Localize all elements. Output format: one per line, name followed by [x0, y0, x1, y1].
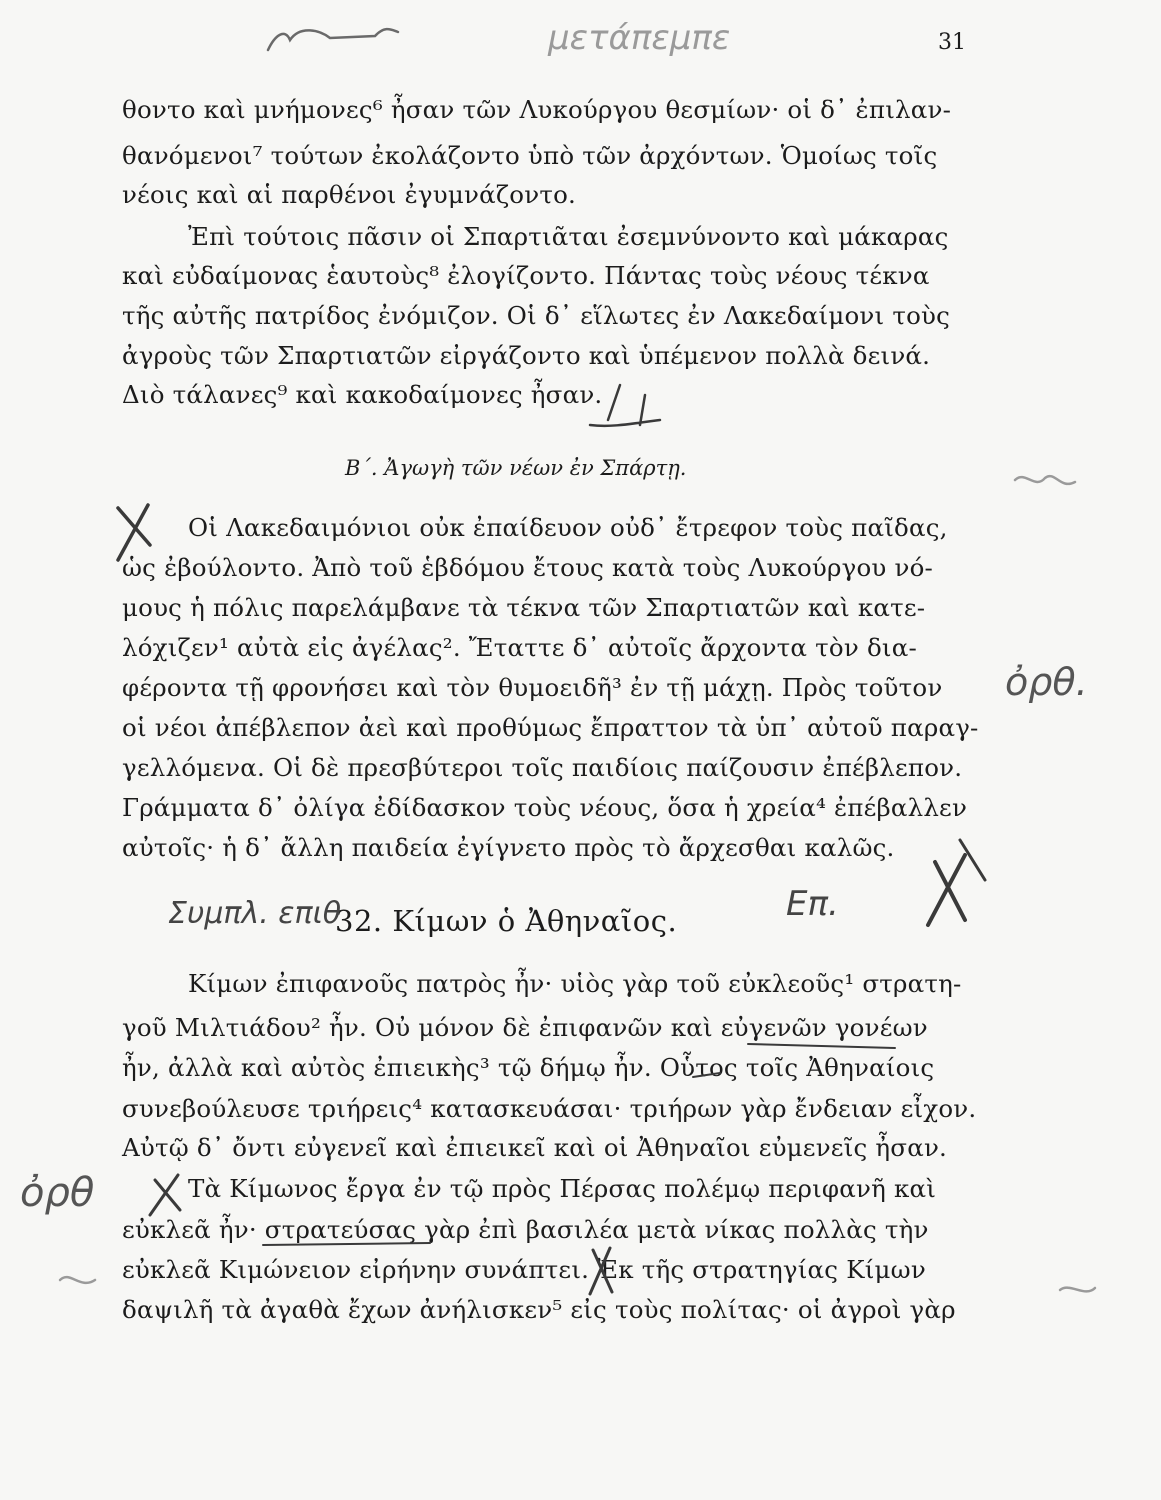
top-handwritten-note: μετάπεμπε	[548, 18, 731, 58]
text-line: Αὐτῷ δ᾽ ὄντι εὐγενεῖ καὶ ἐπιεικεῖ καὶ οἱ Ἀθηναῖοι εὐμενεῖς ἦσαν.	[122, 1133, 948, 1162]
text-line: οἱ νέοι ἀπέβλεπον ἀεὶ καὶ προθύμως ἔπραττον τὰ ὑπ᾽ αὐτοῦ παραγ-	[122, 713, 979, 742]
text-line: τῆς αὐτῆς πατρίδος ἐνόμιζον. Οἱ δ᾽ εἵλωτες ἐν Λακεδαίμονι τοὺς	[122, 301, 951, 330]
section-subheading: Β΄. Ἀγωγὴ τῶν νέων ἐν Σπάρτῃ.	[345, 456, 687, 480]
text-line: θοντο καὶ μνήμονες⁶ ἦσαν τῶν Λυκούργου θεσμίων· οἱ δ᾽ ἐπιλαν-	[122, 95, 952, 124]
text-line: δαψιλῆ τὰ ἀγαθὰ ἔχων ἀνήλισκεν⁵ εἰς τοὺς πολίτας· οἱ ἀγροὶ γὰρ	[122, 1295, 956, 1324]
text-line: εὐκλεᾶ Κιμώνειον εἰρήνην συνάπτει. Ἐκ τῆς στρατηγίας Κίμων	[122, 1255, 926, 1284]
text-line: εὐκλεᾶ ἦν· στρατεύσας γὰρ ἐπὶ βασιλέα μετὰ νίκας πολλὰς τὴν	[122, 1215, 929, 1244]
text-line: Διὸ τάλανες⁹ καὶ κακοδαίμονες ἦσαν.	[122, 380, 603, 409]
text-line: γελλόμενα. Οἱ δὲ πρεσβύτεροι τοῖς παιδίοις παίζουσιν ἐπέβλεπον.	[122, 753, 963, 782]
page-number: 31	[938, 30, 966, 55]
text-line: καὶ εὐδαίμονας ἑαυτοὺς⁸ ἐλογίζοντο. Πάντας τοὺς νέους τέκνα	[122, 261, 930, 290]
text-line: ἦν, ἀλλὰ καὶ αὐτὸς ἐπιεικὴς³ τῷ δήμῳ ἦν. Οὗτος τοῖς Ἀθηναίοις	[122, 1053, 935, 1082]
section-right-note: Επ.	[786, 884, 839, 924]
text-line: Τὰ Κίμωνος ἔργα ἐν τῷ πρὸς Πέρσας πολέμῳ περιφανῆ καὶ	[188, 1174, 937, 1203]
text-line: αὐτοῖς· ἡ δ᾽ ἄλλη παιδεία ἐγίγνετο πρὸς τὸ ἄρχεσθαι καλῶς.	[122, 833, 895, 862]
text-line: Γράμματα δ᾽ ὀλίγα ἐδίδασκον τοὺς νέους, ὅσα ἡ χρεία⁴ ἐπέβαλλεν	[122, 793, 968, 822]
text-line: γοῦ Μιλτιάδου² ἦν. Οὐ μόνον δὲ ἐπιφανῶν καὶ εὐγενῶν γονέων	[122, 1013, 928, 1042]
text-line: μους ἡ πόλις παρελάμβανε τὰ τέκνα τῶν Σπαρτιατῶν καὶ κατε-	[122, 593, 926, 622]
text-line: λόχιζεν¹ αὐτὰ εἰς ἀγέλας². Ἔταττε δ᾽ αὐτοῖς ἄρχοντα τὸν δια-	[122, 633, 917, 662]
text-line: Ἐπὶ τούτοις πᾶσιν οἱ Σπαρτιᾶται ἐσεμνύνοντο καὶ μάκαρας	[188, 222, 949, 251]
text-line: ἀγροὺς τῶν Σπαρτιατῶν εἰργάζοντο καὶ ὑπέμενον πολλὰ δεινά.	[122, 341, 931, 370]
right-margin-note: ὀρθ.	[1005, 660, 1088, 704]
text-line: συνεβούλευσε τριήρεις⁴ κατασκευάσαι· τριήρων γὰρ ἔνδειαν εἶχον.	[122, 1094, 977, 1123]
section-title: 32. Κίμων ὁ Ἀθηναῖος.	[335, 904, 678, 938]
text-line: Οἱ Λακεδαιμόνιοι οὐκ ἐπαίδευον οὐδ᾽ ἔτρεφον τοὺς παῖδας,	[188, 513, 948, 542]
left-margin-note: ὀρθ	[20, 1170, 95, 1216]
section-left-note: Συμπλ. επιθ	[168, 896, 342, 931]
text-line: φέροντα τῇ φρονήσει καὶ τὸν θυμοειδῆ³ ἐν τῇ μάχῃ. Πρὸς τοῦτον	[122, 673, 943, 702]
text-line: ὡς ἐβούλοντο. Ἀπὸ τοῦ ἑβδόμου ἔτους κατὰ τοὺς Λυκούργου νό-	[122, 553, 934, 582]
text-line: θανόμενοι⁷ τούτων ἐκολάζοντο ὑπὸ τῶν ἀρχόντων. Ὁμοίως τοῖς	[122, 141, 938, 170]
text-line: Κίμων ἐπιφανοῦς πατρὸς ἦν· υἱὸς γὰρ τοῦ εὐκλεοῦς¹ στρατη-	[188, 969, 962, 998]
text-line: νέοις καὶ αἱ παρθένοι ἐγυμνάζοντο.	[122, 180, 577, 209]
